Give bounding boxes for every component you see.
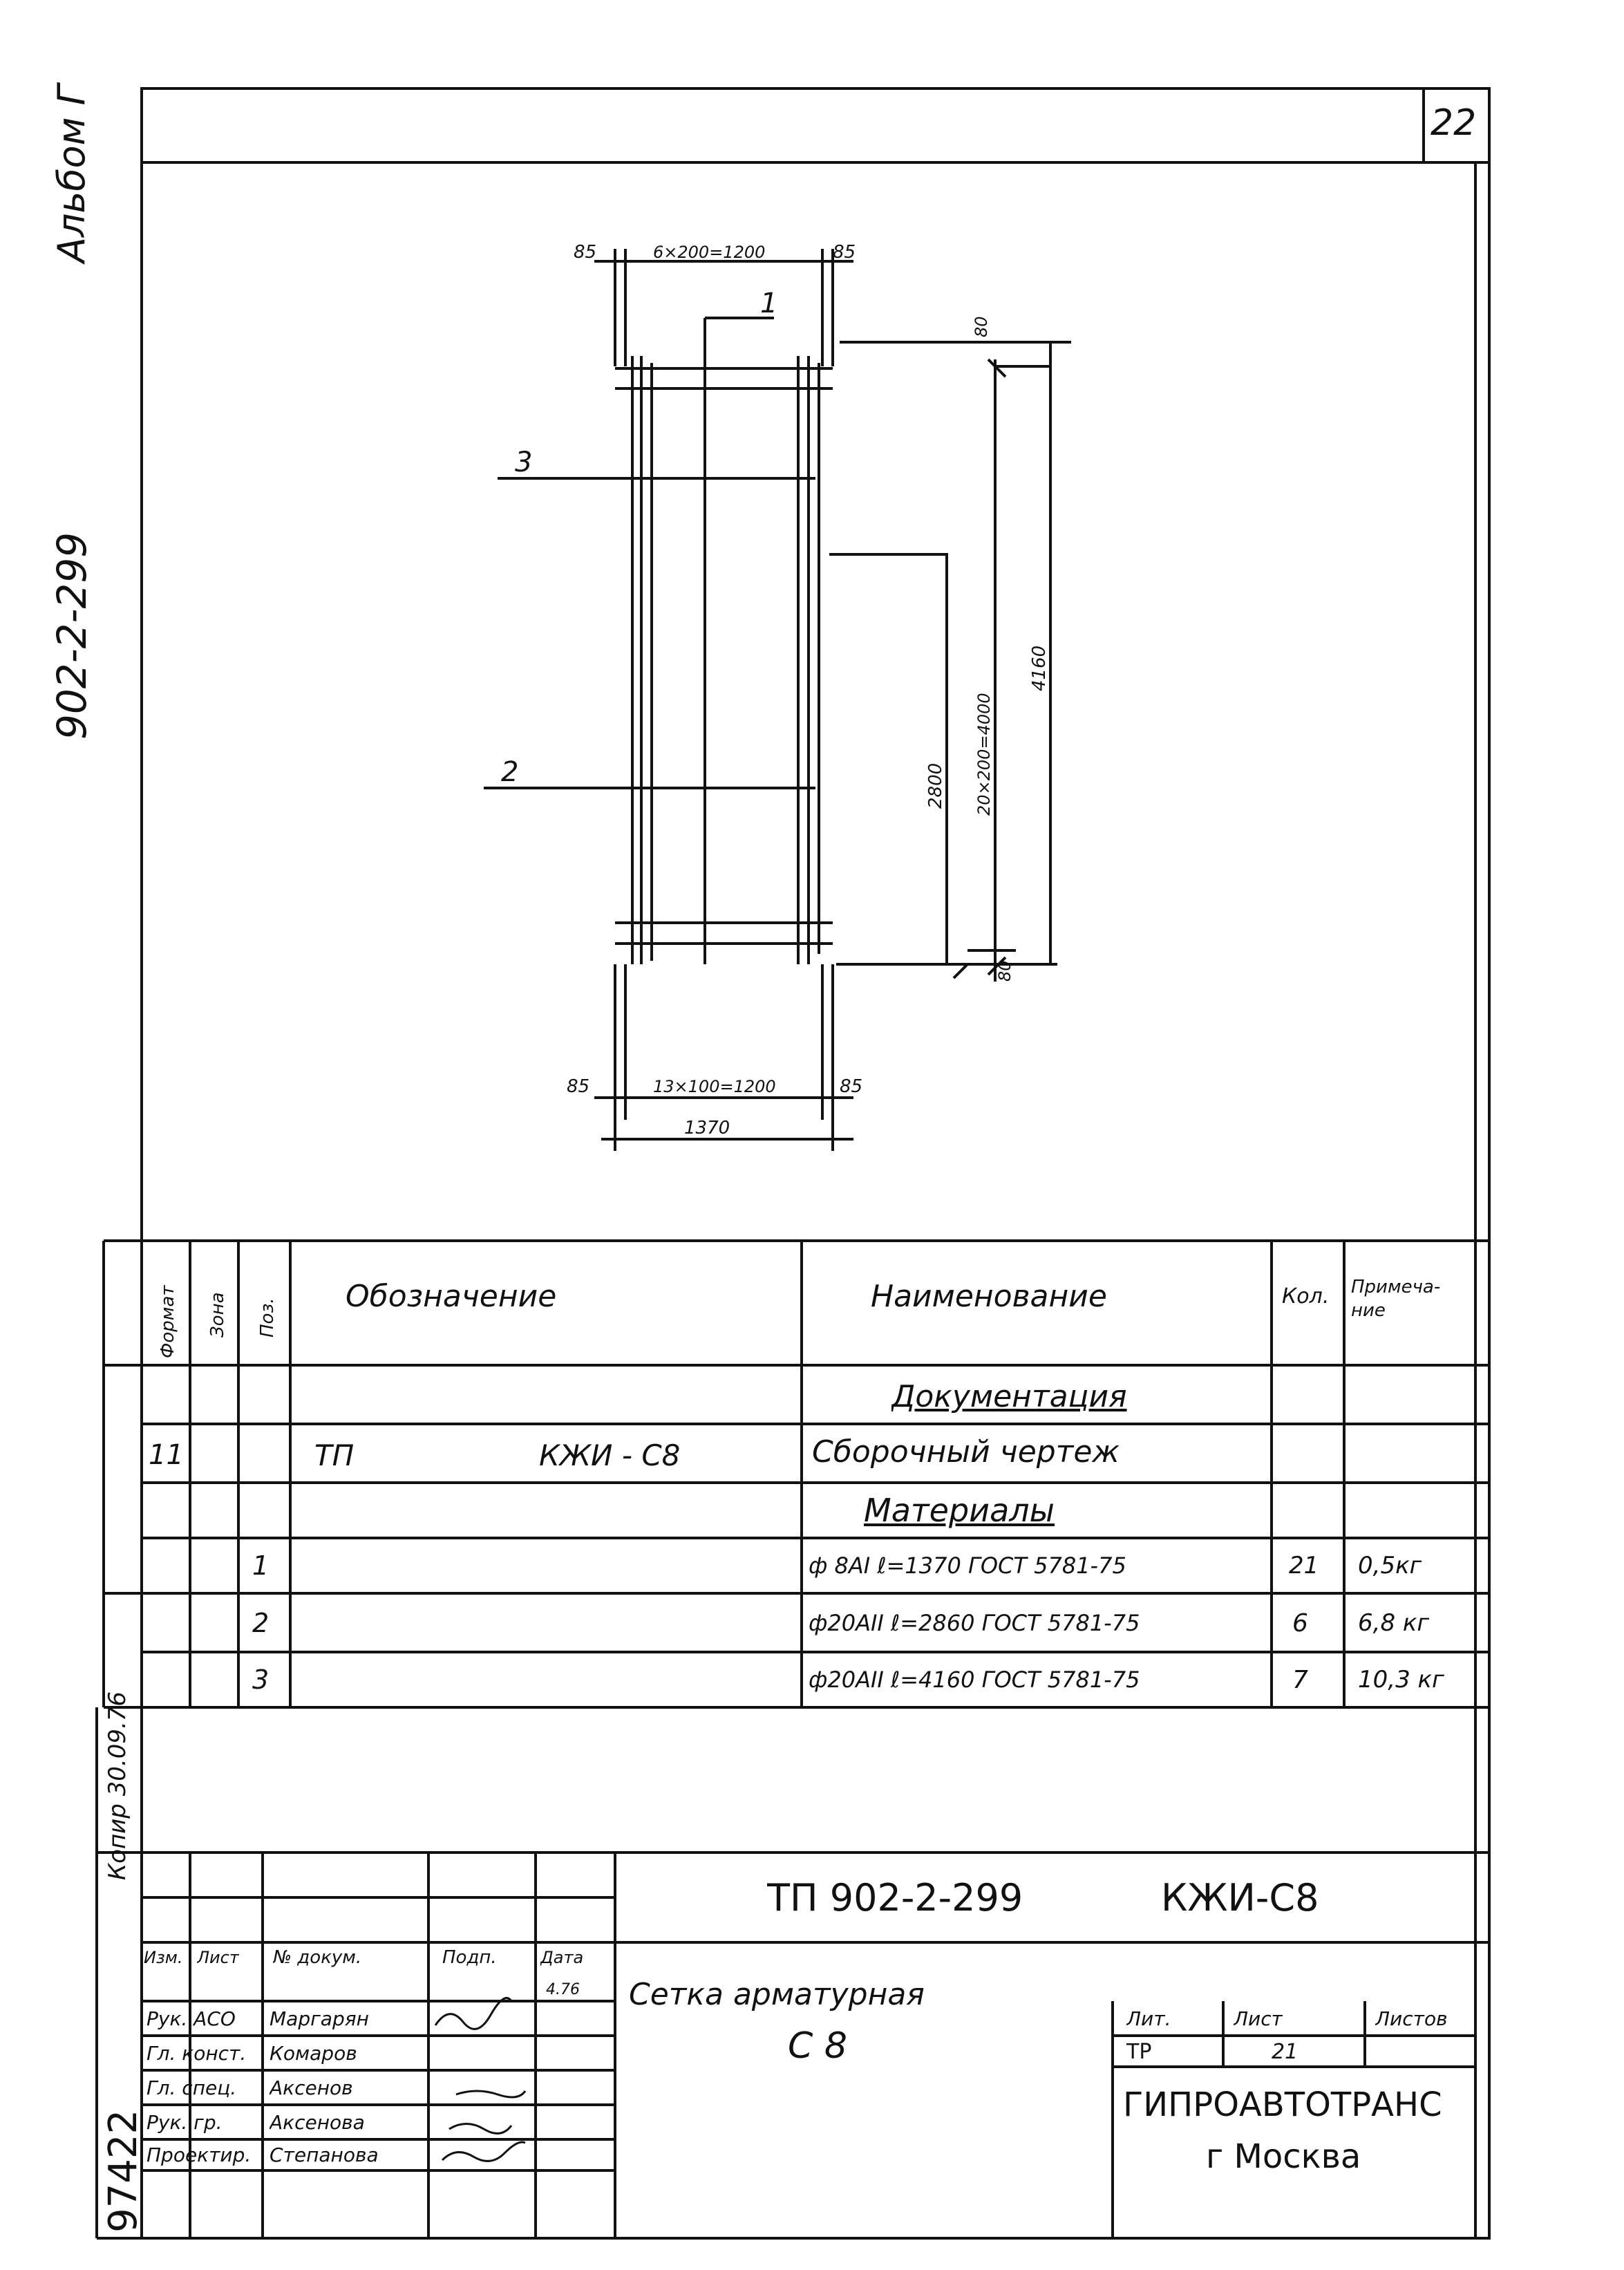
dim-bottom-mid: 13×100=1200 bbox=[653, 1077, 776, 1096]
row-3-name: ф20АII ℓ=4160 ГОСТ 5781-75 bbox=[809, 1667, 1140, 1693]
lit-label: Лит. bbox=[1126, 2007, 1171, 2030]
sheet-label: Лист bbox=[1234, 2007, 1283, 2030]
role-2-name: Комаров bbox=[270, 2041, 357, 2065]
dim-top-left: 85 bbox=[574, 242, 597, 263]
role-1: Рук. АСО bbox=[147, 2007, 236, 2030]
doc-row-format: 11 bbox=[149, 1439, 184, 1471]
col-doc: № докум. bbox=[273, 1947, 362, 1968]
callout-1: 1 bbox=[760, 288, 778, 319]
album-label: Альбом Г bbox=[50, 84, 93, 263]
inventory-number: 97422 bbox=[101, 2109, 146, 2233]
dim-vertical-3: 4160 bbox=[1029, 645, 1050, 691]
title-line-2: С 8 bbox=[788, 2025, 847, 2067]
dim-top-mid: 6×200=1200 bbox=[653, 243, 766, 262]
role-4-name: Аксенова bbox=[270, 2110, 365, 2134]
role-4: Рук. гр. bbox=[147, 2110, 223, 2134]
doc-row-name: Сборочный чертеж bbox=[812, 1434, 1120, 1470]
row-2-name: ф20АII ℓ=2860 ГОСТ 5781-75 bbox=[809, 1610, 1140, 1636]
dim-bottom-right: 85 bbox=[840, 1076, 863, 1097]
row-1-name: ф 8АI ℓ=1370 ГОСТ 5781-75 bbox=[809, 1553, 1126, 1579]
lit-value: ТР bbox=[1126, 2039, 1152, 2064]
organization: ГИПРОАВТОТРАНС bbox=[1123, 2085, 1442, 2124]
row-1-qty: 21 bbox=[1289, 1552, 1319, 1579]
dim-vertical-2: 20×200=4000 bbox=[974, 693, 994, 816]
callout-3: 3 bbox=[515, 447, 533, 478]
project-code-side: 902-2-299 bbox=[48, 532, 95, 740]
row-3-pos: 3 bbox=[252, 1664, 270, 1695]
dim-bottom-left: 85 bbox=[567, 1076, 590, 1097]
header-format: Формат bbox=[158, 1285, 178, 1358]
dim-vertical-1: 2800 bbox=[925, 762, 946, 809]
section-docs: Документация bbox=[891, 1378, 1127, 1414]
row-3-note: 10,3 кг bbox=[1358, 1666, 1444, 1694]
title-code: ТП 902-2-299 bbox=[767, 1875, 1023, 1920]
doc-row-designation-a: ТП bbox=[314, 1438, 355, 1472]
header-qty: Кол. bbox=[1282, 1284, 1330, 1308]
header-name: Наименование bbox=[871, 1278, 1107, 1314]
col-list: Лист bbox=[197, 1948, 239, 1967]
city: г Москва bbox=[1206, 2137, 1361, 2176]
sheet-number: 22 bbox=[1431, 102, 1477, 144]
dim-right-top: 80 bbox=[972, 316, 991, 337]
row-2-note: 6,8 кг bbox=[1358, 1609, 1430, 1637]
sheets-label: Листов bbox=[1375, 2007, 1448, 2030]
date-value: 4.76 bbox=[546, 1980, 580, 1998]
sheet-value: 21 bbox=[1272, 2039, 1299, 2064]
col-sign: Подп. bbox=[442, 1947, 497, 1968]
section-materials: Материалы bbox=[864, 1492, 1055, 1529]
header-pos: Поз. bbox=[257, 1297, 278, 1338]
dim-bottom-total: 1370 bbox=[684, 1118, 730, 1138]
row-2-qty: 6 bbox=[1292, 1608, 1308, 1638]
row-3-qty: 7 bbox=[1292, 1665, 1308, 1694]
col-date: Дата bbox=[540, 1948, 584, 1967]
callout-2: 2 bbox=[501, 756, 519, 788]
role-3: Гл. спец. bbox=[147, 2076, 237, 2099]
col-izm: Изм. bbox=[144, 1948, 183, 1967]
title-line-1: Сетка арматурная bbox=[629, 1976, 925, 2012]
role-2: Гл. конст. bbox=[147, 2041, 247, 2065]
dim-top-right: 85 bbox=[833, 242, 856, 263]
role-1-name: Маргарян bbox=[270, 2007, 369, 2030]
role-5: Проектир. bbox=[147, 2144, 252, 2166]
header-designation: Обозначение bbox=[346, 1278, 557, 1314]
dim-right-bottom: 80 bbox=[995, 960, 1014, 982]
side-stamp: Копир 30.09.76 bbox=[104, 1691, 131, 1880]
header-note: Примеча-ние bbox=[1351, 1277, 1441, 1321]
row-2-pos: 2 bbox=[252, 1608, 270, 1638]
title-mark: КЖИ-С8 bbox=[1161, 1875, 1319, 1920]
doc-row-designation-b: КЖИ - С8 bbox=[539, 1438, 681, 1472]
row-1-pos: 1 bbox=[252, 1550, 270, 1581]
row-1-note: 0,5кг bbox=[1358, 1552, 1422, 1579]
role-3-name: Аксенов bbox=[270, 2076, 353, 2099]
header-zone: Зона bbox=[207, 1292, 228, 1338]
role-5-name: Степанова bbox=[270, 2144, 379, 2166]
